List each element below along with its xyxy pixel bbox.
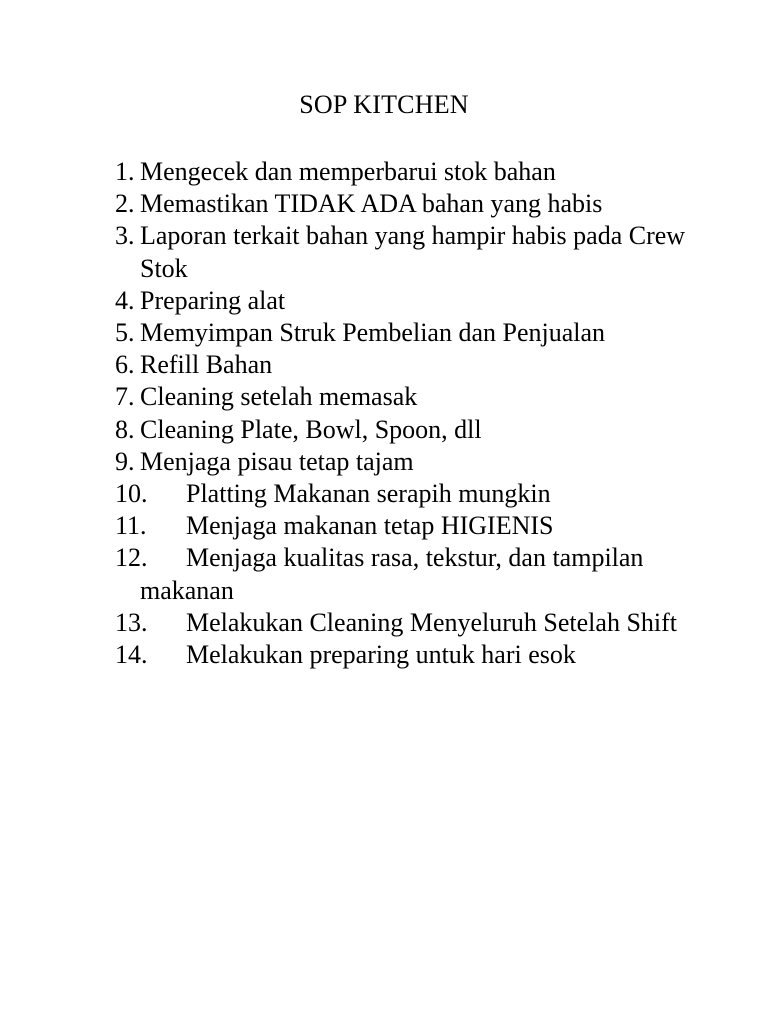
item-number: 11. (115, 511, 147, 541)
item-text: Menjaga kualitas rasa, tekstur, dan tampilan makanan (140, 543, 644, 605)
item-text: Cleaning Plate, Bowl, Spoon, dll (140, 414, 482, 444)
item-text: Mengecek dan memperbarui stok bahan (140, 157, 556, 186)
document-title: SOP KITCHEN (299, 90, 469, 119)
item-number: 9. (115, 446, 135, 476)
item-number: 5. (115, 318, 135, 348)
list-item (115, 285, 715, 317)
item-text: Melakukan Cleaning Menyeluruh Setelah Shift (186, 607, 678, 637)
list-item (115, 317, 715, 349)
item-text: Refill Bahan (140, 350, 273, 380)
item-number: 1. (115, 157, 135, 186)
item-text: Memastikan TIDAK ADA bahan yang habis (140, 189, 603, 219)
list-item (115, 542, 715, 606)
list-item (115, 639, 715, 671)
item-number: 10. (115, 479, 148, 509)
item-number: 12. (115, 543, 148, 573)
item-text: Laporan terkait bahan yang hampir habis pada Crew Stok (140, 221, 686, 283)
item-text: Memyimpan Struk Pembelian dan Penjualan (140, 318, 606, 348)
list-item (115, 446, 715, 478)
list-item (115, 220, 715, 284)
list-item (115, 414, 715, 446)
item-number: 8. (115, 414, 135, 444)
item-text: Menjaga pisau tetap tajam (140, 446, 414, 476)
item-text: Cleaning setelah memasak (140, 382, 418, 412)
list-item (115, 510, 715, 542)
list-item (115, 349, 715, 381)
item-number: 3. (115, 221, 135, 251)
item-number: 7. (115, 382, 135, 412)
item-text: Preparing alat (140, 285, 286, 315)
item-number: 6. (115, 350, 135, 380)
item-number: 14. (115, 640, 148, 670)
list-item (115, 478, 715, 510)
item-number: 2. (115, 189, 135, 219)
list-item (115, 156, 715, 188)
item-text: Menjaga makanan tetap HIGIENIS (186, 511, 554, 541)
item-number: 13. (115, 607, 148, 637)
list-item (115, 188, 715, 220)
item-text: Melakukan preparing untuk hari esok (186, 640, 576, 670)
list-item (115, 381, 715, 413)
item-number: 4. (115, 285, 135, 315)
item-text: Platting Makanan serapih mungkin (186, 479, 551, 509)
list-item (115, 607, 715, 639)
sop-list (115, 156, 715, 671)
